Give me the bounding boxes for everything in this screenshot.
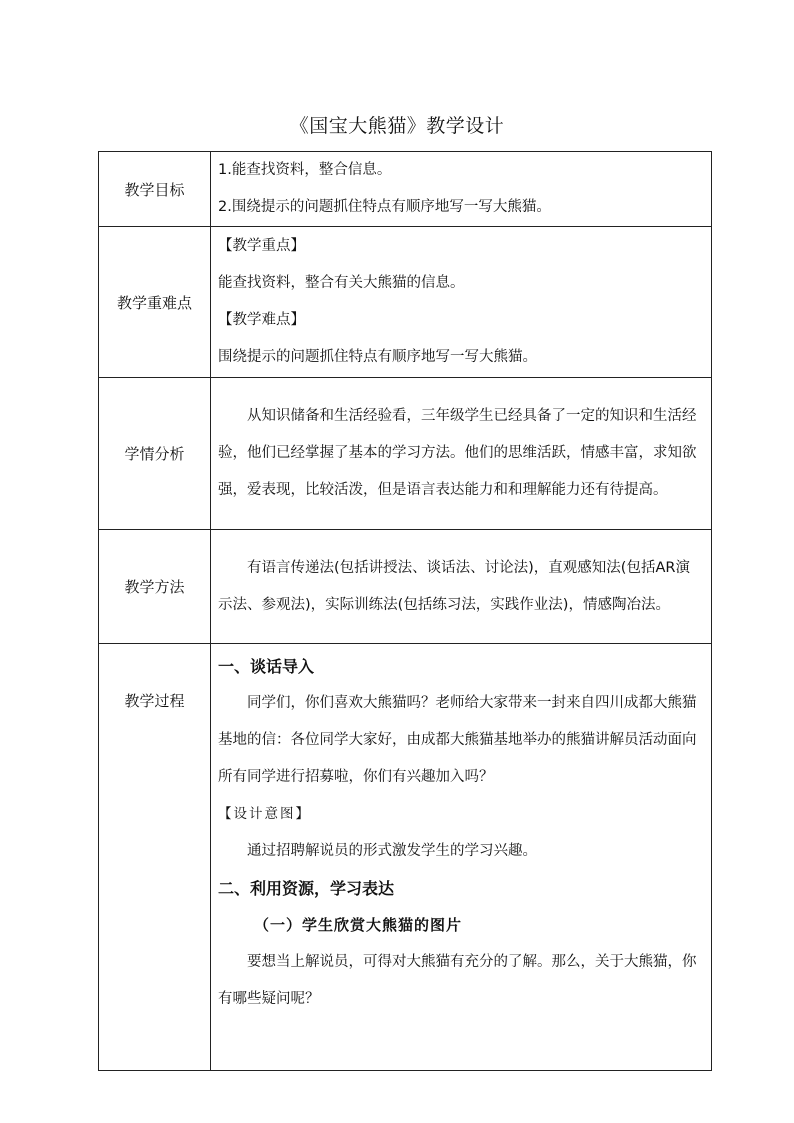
- section-paragraph: 同学们，你们喜欢大熊猫吗？老师给大家带来一封来自四川成都大熊猫基地的信：各位同学大家好，由成都大熊猫基地举办的熊猫讲解员活动面向所有同学进行招募啦，你们有兴趣加入吗？: [218, 695, 697, 785]
- table-row-key-points: [99, 227, 712, 378]
- table-row-analysis: [99, 378, 712, 530]
- design-intent-text: 通过招聘解说员的形式激发学生的学习兴趣。: [247, 843, 537, 859]
- difficulty-text: 围绕提示的问题抓住特点有顺序地写一写大熊猫。: [218, 349, 537, 365]
- methods-label: 教学方法: [99, 530, 211, 644]
- methods-text: 有语言传递法(包括讲授法、谈话法、讨论法)，直观感知法(包括AR演示法、参观法)，实际训练法(包括练习法，实践作业法)，情感陶冶法。: [218, 559, 690, 613]
- key-points-content: [211, 227, 712, 378]
- focus-text: 能查找资料，整合有关大熊猫的信息。: [218, 275, 465, 291]
- table-row-process: [99, 644, 712, 1071]
- focus-heading: 【教学重点】: [218, 238, 305, 254]
- design-intent-heading: 【设计意图】: [218, 806, 311, 822]
- goal-item: 1.能查找资料，整合信息。: [218, 162, 392, 178]
- lesson-plan-table: [98, 151, 712, 1071]
- section-heading: 二、利用资源，学习表达: [218, 879, 395, 898]
- subsection-paragraph: 要想当上解说员，可得对大熊猫有充分的了解。那么，关于大熊猫，你有哪些疑问呢？: [218, 954, 697, 1007]
- goals-content: [211, 152, 712, 227]
- analysis-label: 学情分析: [99, 378, 211, 530]
- process-label: 教学过程: [99, 644, 211, 1071]
- difficulty-heading: 【教学难点】: [218, 312, 305, 328]
- subsection-heading: （一）学生欣赏大熊猫的图片: [254, 916, 463, 934]
- document-title: 《国宝大熊猫》教学设计: [289, 115, 505, 137]
- process-content: [211, 644, 712, 1071]
- table-row-methods: [99, 530, 712, 644]
- key-points-label: 教学重难点: [99, 227, 211, 378]
- goal-item: 2.围绕提示的问题抓住特点有顺序地写一写大熊猫。: [218, 199, 551, 215]
- goals-label: 教学目标: [99, 152, 211, 227]
- analysis-text: 从知识储备和生活经验看，三年级学生已经具备了一定的知识和生活经验，他们已经掌握了基本的学习方法。他们的思维活跃，情感丰富，求知欲强，爱表现，比较活泼，但是语言表达能力和和理解能力还有待提高。: [218, 408, 697, 498]
- section-heading: 一、谈话导入: [218, 657, 315, 676]
- methods-content: [211, 530, 712, 644]
- analysis-content: [211, 378, 712, 530]
- table-row-goals: [99, 152, 712, 227]
